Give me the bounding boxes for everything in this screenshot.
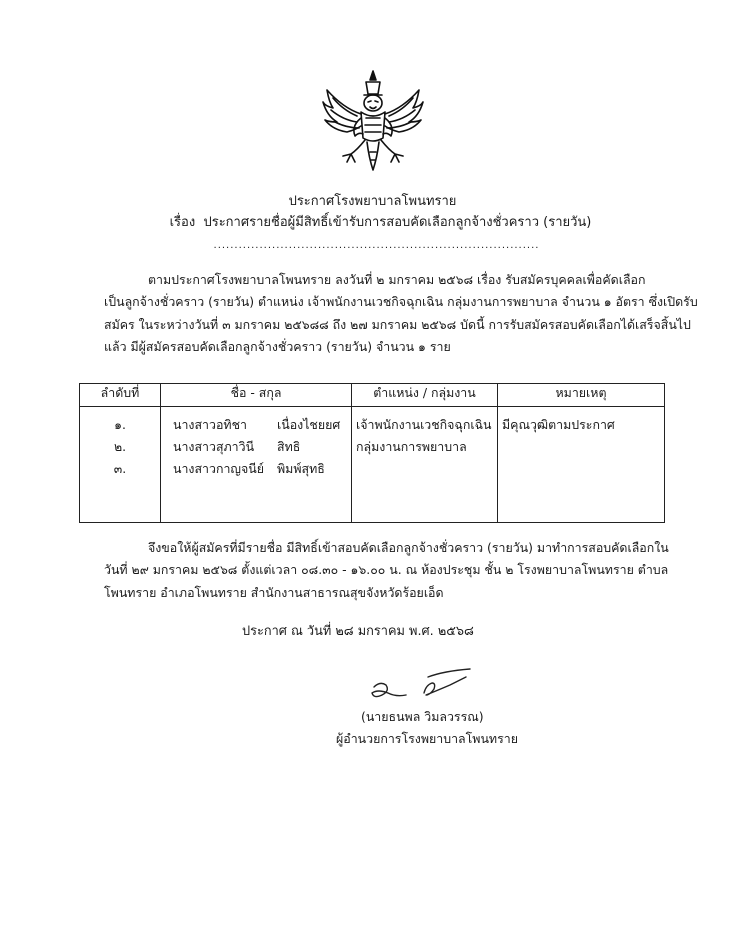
announcement-date: ประกาศ ณ วันที่ ๒๘ มกราคม พ.ศ. ๒๕๖๘ [242, 624, 474, 639]
row-number: ๑. [114, 417, 126, 432]
first-name: นางสาวอทิชา [173, 417, 247, 432]
first-name: นางสาวสุภาวินี [173, 439, 255, 454]
remark-text: มีคุณวุฒิตามประกาศ [502, 417, 615, 432]
header-number: ลำดับที่ [80, 384, 161, 407]
remark-cell [498, 407, 665, 523]
intro-line: เป็นลูกจ้างชั่วคราว (รายวัน) ตำแหน่ง เจ้าพนักงานเวชกิจฉุกเฉิน กลุ่มงานการพยาบาล จำนวน ๑ อัตรา ซึ่งเปิดรับ [104, 294, 698, 310]
last-name: พิมพ์สุทธิ [277, 461, 325, 476]
intro-line: ตามประกาศโรงพยาบาลโพนทราย ลงวันที่ ๒ มกราคม ๒๕๖๘ เรื่อง รับสมัครบุคคลเพื่อคัดเลือก [148, 272, 646, 287]
announcement-heading: ประกาศโรงพยาบาลโพนทราย [288, 194, 457, 209]
position-cell [352, 407, 498, 523]
subject-text: ประกาศรายชื่อผู้มีสิทธิ์เข้ารับการสอบคัดเลือกลูกจ้างชั่วคราว (รายวัน) [203, 215, 592, 230]
exam-paragraph [104, 537, 674, 604]
last-name: สิทธิ [277, 439, 301, 454]
position-line: เจ้าพนักงานเวชกิจฉุกเฉิน [356, 417, 492, 432]
number-cell [80, 407, 161, 523]
garuda-emblem-icon [321, 68, 425, 174]
row-number: ๓. [113, 461, 127, 476]
subject-label: เรื่อง [169, 215, 196, 230]
row-number: ๒. [113, 439, 127, 454]
applicant-name [165, 414, 347, 436]
name-cell [161, 407, 352, 523]
applicant-table [79, 383, 665, 523]
applicant-name [165, 458, 347, 480]
header-name: ชื่อ - สกุล [161, 384, 352, 407]
handwritten-signature [366, 665, 476, 709]
last-name: เนื่องไชยยศ [277, 417, 341, 432]
header-remark: หมายเหตุ [498, 384, 665, 407]
signer-name: (นายธนพล วิมลวรรณ) [361, 709, 484, 724]
exam-line: โพนทราย อำเภอโพนทราย สำนักงานสาธารณสุขจังหวัดร้อยเอ็ด [104, 584, 444, 600]
signer-title: ผู้อำนวยการโรงพยาบาลโพนทราย [336, 731, 518, 746]
exam-line: จึงขอให้ผู้สมัครที่มีรายชื่อ มีสิทธิ์เข้าสอบคัดเลือกลูกจ้างชั่วคราว (รายวัน) มาทำการสอบคัดเลือกใน [148, 540, 669, 555]
header-position: ตำแหน่ง / กลุ่มงาน [352, 384, 498, 407]
position-line: กลุ่มงานการพยาบาล [356, 439, 467, 454]
table-header-row [80, 384, 665, 407]
announcement-subject [8, 214, 745, 232]
first-name: นางสาวกาญจนีย์ [173, 461, 264, 476]
exam-line: วันที่ ๒๙ มกราคม ๒๕๖๘ ตั้งแต่เวลา ๐๘.๓๐ - ๑๖.๐๐ น. ณ ห้องประชุม ชั้น ๒ โรงพยาบาลโพนทราย ตำบล [104, 562, 669, 578]
intro-line: แล้ว มีผู้สมัครสอบคัดเลือกลูกจ้างชั่วคราว (รายวัน) จำนวน ๑ ราย [104, 338, 451, 354]
intro-line: สมัคร ในระหว่างวันที่ ๓ มกราคม ๒๕๖๘๘ ถึง ๒๗ มกราคม ๒๕๖๘ บัดนี้ การรับสมัครสอบคัดเลือกได้เสร็จสิ้นไป [104, 316, 691, 332]
dotted-separator: .............................................................................. [213, 240, 540, 251]
applicant-name [165, 436, 347, 458]
intro-paragraph [104, 269, 698, 358]
table-row [80, 407, 665, 523]
